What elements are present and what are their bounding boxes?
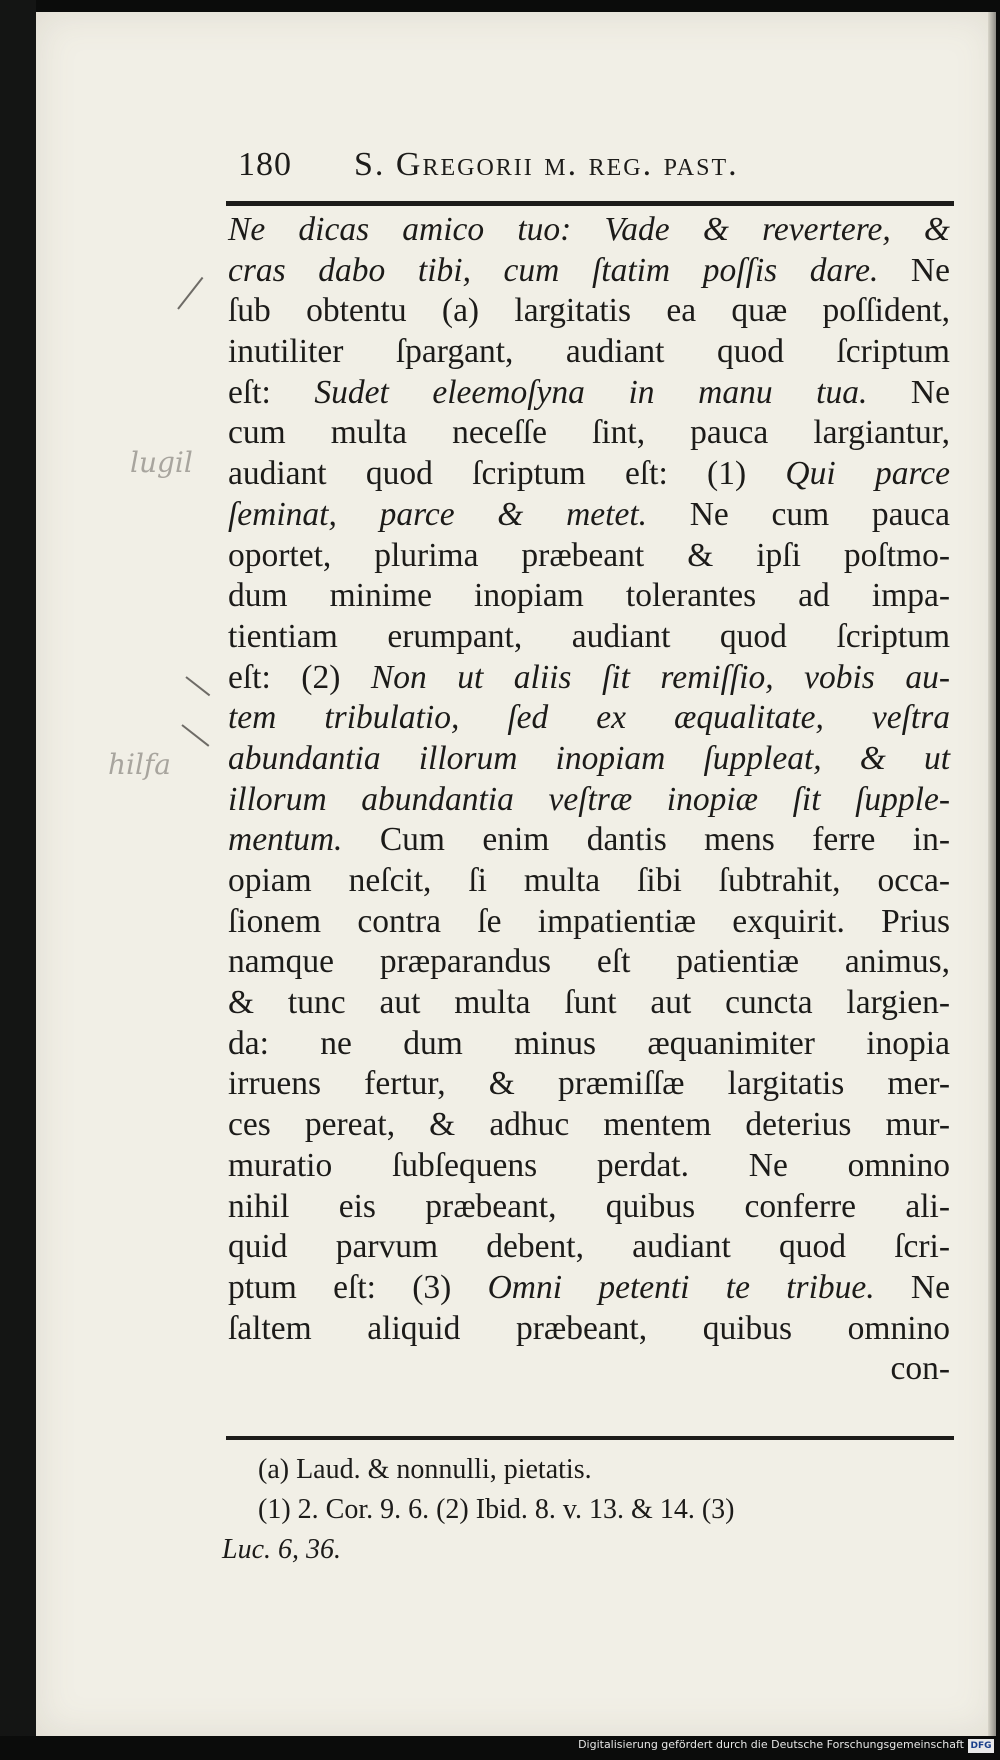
italic-quotation: Omni petenti te tribue. — [487, 1268, 875, 1306]
main-text — [228, 210, 950, 1390]
footnotes — [222, 1450, 952, 1570]
footnote-refs-line1: (1) 2. Cor. 9. 6. (2) Ibid. 8. v. 13. & 14. (3) — [258, 1494, 735, 1525]
italic-quotation: Qui parce — [785, 455, 950, 493]
roman-text: quid parvum debent, audiant quod ſcri- — [228, 1228, 950, 1266]
roman-text: ces pereat, & adhuc mentem deterius mur- — [228, 1106, 950, 1144]
dfg-logo: DFG — [968, 1739, 994, 1753]
text-line — [228, 983, 950, 1024]
text-line — [228, 739, 950, 780]
roman-text: nihil eis præbeant, quibus conferre ali- — [228, 1187, 950, 1225]
text-line — [228, 942, 950, 983]
text-line — [228, 1146, 950, 1187]
text-line — [228, 210, 950, 251]
roman-text: ſionem contra ſe impatientiæ exquirit. Prius — [228, 902, 950, 940]
italic-quotation: mentum. — [228, 821, 343, 859]
roman-text: oportet, plurima præbeant & ipſi poſtmo- — [228, 536, 950, 574]
text-line — [228, 861, 950, 902]
roman-text: eſt: (2) — [228, 658, 371, 696]
italic-quotation: abundantia illorum inopiam ſuppleat, & ut — [228, 739, 950, 777]
text-line — [228, 251, 950, 292]
italic-quotation: Non ut aliis ſit remiſſio, vobis au- — [370, 658, 950, 696]
scan-border — [0, 0, 36, 1760]
text-line — [228, 1064, 950, 1105]
text-line — [228, 658, 950, 699]
marginal-note: hilfa — [108, 748, 171, 781]
roman-text: Ne — [867, 373, 950, 411]
roman-text: eſt: — [228, 373, 315, 411]
marginal-note: lugil — [130, 446, 193, 479]
text-line — [228, 291, 950, 332]
text-line — [228, 332, 950, 373]
roman-text: inutiliter ſpargant, audiant quod ſcriptum — [228, 333, 950, 371]
text-line — [228, 1105, 950, 1146]
italic-quotation: cras dabo tibi, cum ſtatim poſſis dare. — [228, 251, 879, 289]
text-line — [228, 1309, 950, 1350]
roman-text: Ne cum pauca — [647, 495, 950, 533]
roman-text: Cum enim dantis mens ferre in- — [342, 821, 950, 859]
text-line — [228, 1024, 950, 1065]
roman-text: da: ne dum minus æquanimiter inopia — [228, 1024, 950, 1062]
roman-text: & tunc aut multa ſunt aut cuncta largien- — [228, 984, 950, 1022]
text-line — [228, 1227, 950, 1268]
text-line — [228, 1268, 950, 1309]
roman-text: dum minime inopiam tolerantes ad impa- — [228, 577, 950, 615]
text-line — [228, 617, 950, 658]
roman-text: Ne — [874, 1268, 950, 1306]
roman-text: ptum eſt: (3) — [228, 1268, 488, 1306]
text-line — [228, 413, 950, 454]
running-header — [232, 146, 952, 192]
text-line — [228, 820, 950, 861]
roman-text: tientiam erumpant, audiant quod ſcriptum — [228, 617, 950, 655]
text-line — [228, 1187, 950, 1228]
roman-text: ſub obtentu (a) largitatis ea quæ poſſident, — [228, 292, 950, 330]
footnote-rule — [226, 1436, 954, 1440]
header-rule — [226, 201, 954, 206]
catchword: con- — [890, 1350, 950, 1388]
running-title: S. Gregorii m. reg. past. — [354, 146, 739, 183]
text-line — [228, 780, 950, 821]
text-line — [228, 373, 950, 414]
roman-text: audiant quod ſcriptum eſt: (1) — [228, 455, 786, 493]
funding-credit: Digitalisierung gefördert durch die Deutsche Forschungsgemeinschaft — [578, 1738, 964, 1751]
italic-quotation: tem tribulatio, ſed ex æqualitate, veſtra — [228, 699, 950, 737]
footnote-a: (a) Laud. & nonnulli, pietatis. — [258, 1454, 592, 1485]
roman-text: cum multa neceſſe ſint, pauca largiantur, — [228, 414, 950, 452]
roman-text: irruens fertur, & præmiſſæ largitatis mer- — [228, 1065, 950, 1103]
roman-text: ſaltem aliquid præbeant, quibus omnino — [228, 1309, 950, 1347]
roman-text: Ne — [878, 251, 950, 289]
roman-text: muratio ſubſequens perdat. Ne omnino — [228, 1146, 950, 1184]
text-line — [228, 698, 950, 739]
text-line — [228, 454, 950, 495]
italic-quotation: ſeminat, parce & metet. — [228, 495, 648, 533]
text-line — [228, 536, 950, 577]
text-line — [228, 495, 950, 536]
roman-text: namque præparandus eſt patientiæ animus, — [228, 943, 950, 981]
italic-quotation: illorum abundantia veſtræ inopiæ ſit ſupple- — [228, 780, 950, 818]
page-number: 180 — [238, 146, 292, 183]
italic-quotation: Ne dicas amico tuo: Vade & revertere, & — [228, 211, 950, 248]
italic-quotation: Sudet eleemoſyna in manu tua. — [314, 373, 868, 411]
footnote-refs-line2: Luc. 6, 36. — [222, 1534, 341, 1565]
roman-text: opiam neſcit, ſi multa ſibi ſubtrahit, occa- — [228, 862, 950, 899]
text-line — [228, 902, 950, 943]
text-line — [228, 576, 950, 617]
